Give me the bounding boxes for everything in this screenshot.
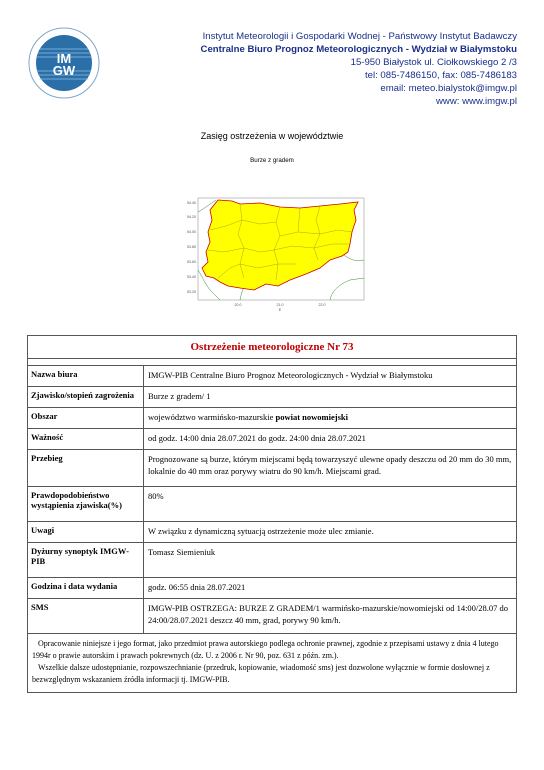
row-value [144,408,516,428]
y-tick-5: 53.40 [187,275,196,279]
distribution-text: Wszelkie dalsze udostępnianie, rozpowszechnianie (przedruk, kopiowanie, wiadomość sms) jest dozwolone wyłącznie w formie dosłownej z bezwzględnym wskazaniem źródła informacji tj. IMGW-PIB. [32,663,490,684]
row-label: Ważność [28,429,144,449]
row-value: Tomasz Siemieniuk [148,547,216,557]
row-label: SMS [28,599,144,633]
header-line4: tel: 085-7486150, fax: 085-7486183 [364,70,517,81]
row-remarks [28,521,516,542]
row-label: Przebieg [28,450,144,486]
scope-title: Zasięg ostrzeżenia w województwie [200,131,344,141]
imgw-logo [28,27,100,99]
scope-subtitle: Burze z gradem [250,157,294,164]
row-label: Godzina i data wydania [28,578,144,598]
row-office [28,365,516,386]
row-value: od godz. 14:00 dnia 28.07.2021 do godz. 24:00 dnia 28.07.2021 [148,433,366,443]
row-sms [28,598,516,633]
row-value: 80% [148,491,164,501]
y-tick-4: 53.60 [187,260,196,264]
row-value: IMGW-PIB Centralne Biuro Prognoz Meteorologicznych - Wydział w Białymstoku [148,370,433,380]
y-tick-0: 54.40 [187,201,196,205]
row-label: Zjawisko/stopień zagrożenia [28,387,144,407]
y-tick-3: 53.80 [187,245,196,249]
header-email[interactable]: email: meteo.bialystok@imgw.pl [380,83,517,94]
y-tick-1: 54.20 [187,215,196,219]
header-line3: 15-950 Białystok ul. Ciołkowskiego 2 /3 [350,57,517,68]
row-value: W związku z dynamiczną sytuacją ostrzeżenie może ulec zmianie. [148,526,374,536]
area-voivodeship: województwo warmińsko-mazurskie [148,412,276,422]
row-forecaster [28,542,516,577]
header-line1: Instytut Meteorologii i Gospodarki Wodnej - Państwowy Instytut Badawczy [202,31,517,42]
warning-area-map [180,190,370,315]
warning-table [27,335,517,693]
x-tick-2: 22.0 [318,303,326,307]
row-probability [28,486,516,521]
row-value: godz. 06:55 dnia 28.07.2021 [148,582,246,592]
row-value: Burze z gradem/ 1 [148,391,211,401]
row-label: Obszar [28,408,144,428]
row-phenomenon [28,386,516,407]
area-district: powiat nowomiejski [275,412,348,422]
row-issued [28,577,516,598]
row-label: Prawdopodobieństwo wystąpienia zjawiska(%) [28,487,144,521]
institute-header [137,30,517,108]
row-label: Dyżurny synoptyk IMGW-PIB [28,543,144,577]
copyright-notice [28,633,516,692]
x-tick-0: 20.0 [234,303,242,307]
x-axis-label: E [278,308,282,312]
row-value: IMGW-PIB OSTRZEGA: BURZE Z GRADEM/1 warmińsko-mazurskie/nowomiejski od 14:00/28.07 do 24:00/28.07.2021 deszcz 40 mm, grad, porywy 90 km/h. [148,603,509,625]
copyright-text: Opracowanie niniejsze i jego format, jako przedmiot prawa autorskiego podlega ochronie prawnej, zgodnie z przepisami ustawy z dnia 4 lutego 1994r o prawie autorskim i prawach pokrewnych (dz. U. z 2006 r. Nr 90, poz. 631 z późn. zm.). [32,639,499,660]
header-www[interactable]: www: www.imgw.pl [435,96,517,107]
header-line2: Centralne Biuro Prognoz Meteorologicznych - Wydział w Białymstoku [200,44,517,55]
row-area [28,407,516,428]
y-tick-2: 54.00 [187,230,196,234]
row-validity [28,428,516,449]
x-tick-1: 21.0 [276,303,284,307]
logo-text-bottom: GW [52,63,76,78]
row-course [28,449,516,486]
y-tick-6: 53.20 [187,290,196,294]
warning-title: Ostrzeżenie meteorologiczne Nr 73 [28,336,516,359]
row-label: Nazwa biura [28,366,144,386]
row-value: Prognozowane są burze, którym miejscami będą towarzyszyć ulewne opady deszczu od 20 mm do 30 mm, lokalnie do 40 mm oraz porywy wiatru do 90 km/h. Miejscami grad. [148,454,512,476]
logo-text-top: IM [56,51,72,66]
row-label: Uwagi [28,522,144,542]
